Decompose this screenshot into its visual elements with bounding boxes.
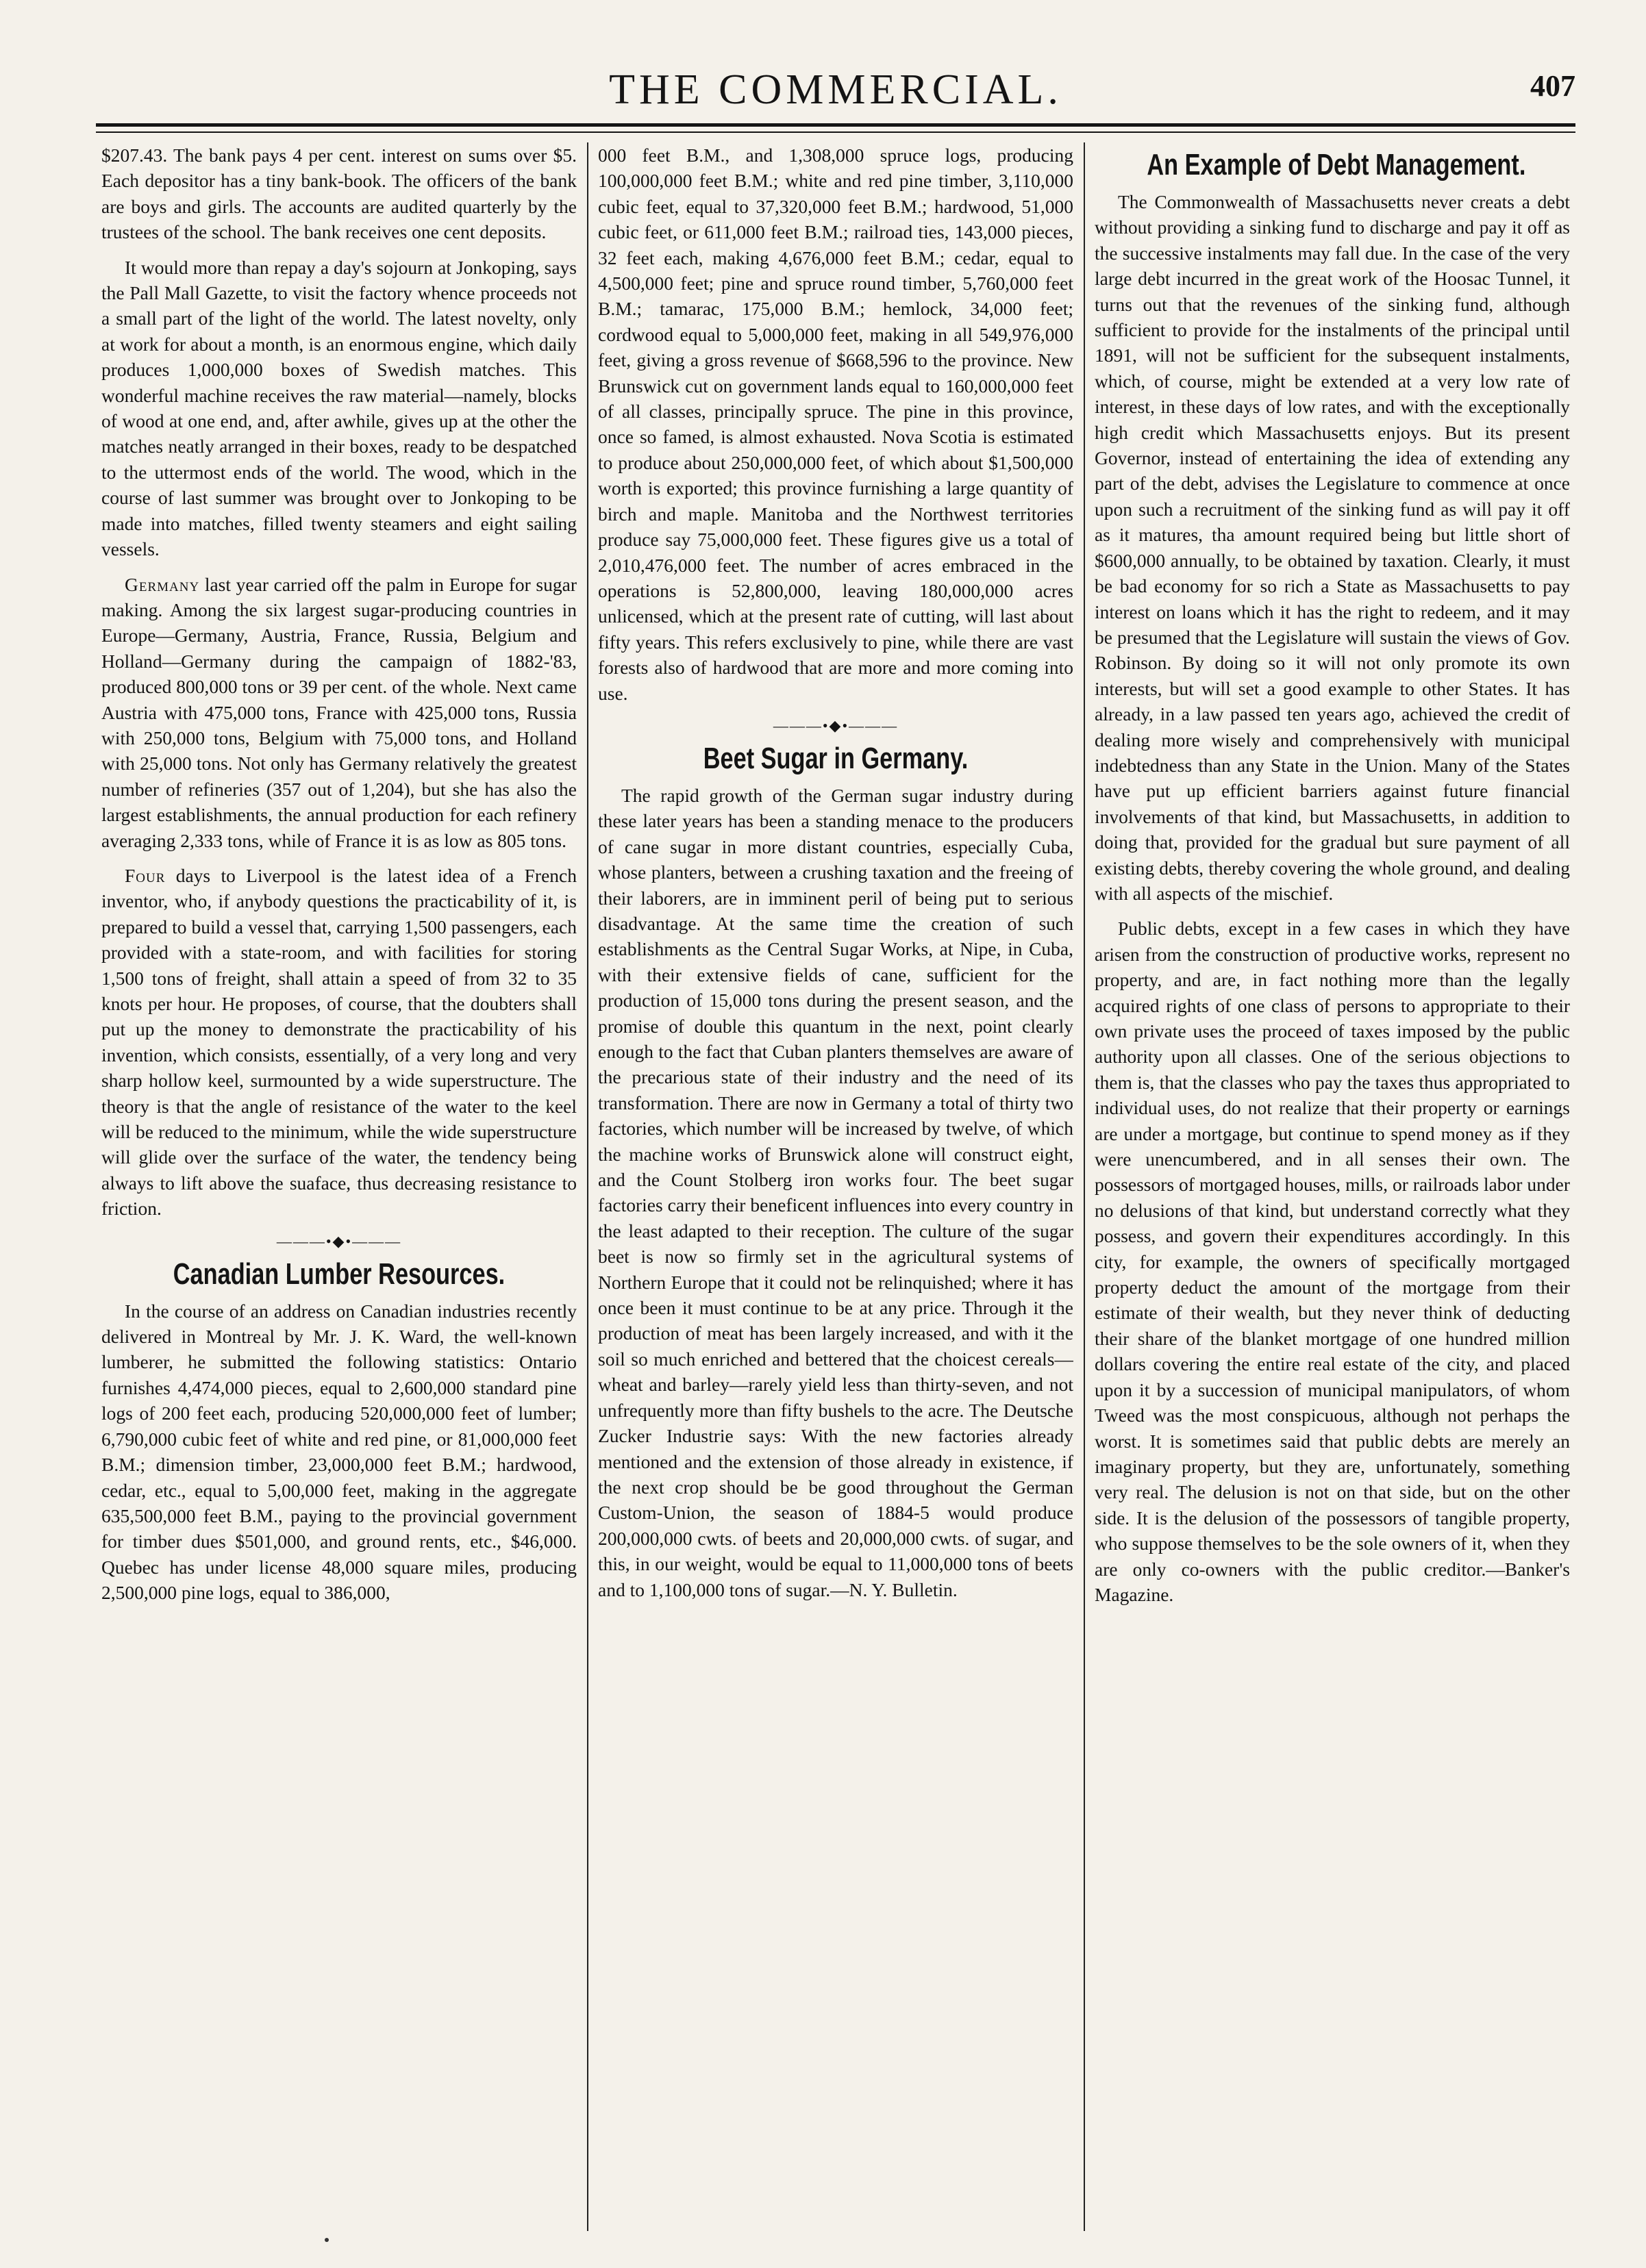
heading-debt-management: An Example of Debt Management. [1147,148,1526,181]
column-3 [1095,142,1570,2231]
heading-beet-sugar: Beet Sugar in Germany. [703,741,969,775]
column-1 [101,142,577,2231]
paragraph-debt-1: The Commonwealth of Massachusetts never creats a debt without providing a sinking fund to discharge and pay it off as the successive instalments may fall due. In the case of the very large debt incurred in the great work of the Hoosac Tunnel, it turns out that the revenues of the sinking fund, although sufficient to provide for the instalments of the principal until 1891, will not be sufficient for the subsequent instalments, which, of course, might be extended at a very low rate of interest, in these days of low rates, and with the exceptionally high credit which Massachusetts enjoys. But its present Governor, instead of entertaining the idea of extending any part of the debt, advises the Legislature to commence at once upon such a recruitment of the sinking fund as will pay it off as it matures, tha amount required being but little short of $600,000 annually, to be obtained by taxation. Clearly, it must be bad economy for so rich a State as Massachusetts to pay interest on loans which it has the right to redeem, and it may be presumed that the Legislature will sustain the views of Gov. Robinson. By doing so it will not only promote its own interests, but will set a good example to other States. It has already, in a law passed ten years ago, achieved the credit of dealing more wisely and comprehensively with municipal indebtedness than any State in the Union. Many of the States have put up efficient barriers against future financial involvements of that kind, but Massachusetts, in addition to doing that, provided for the gradual but sure payment of all existing debts, thereby covering the whole ground, and dealing with all aspects of the mischief. [1095,191,1570,904]
paragraph-matches: It would more than repay a day's sojourn at Jonkoping, says the Pall Mall Gazette, to visit the factory whence proceeds not a small part of the light of the world. The latest novelty, only at work for about a month, is an enormous engine, which daily produces 1,000,000 boxes of Swedish matches. This wonderful machine receives the raw material—namely, blocks of wood at one end, and, after awhile, gives up at the other the matches neatly arranged in their boxes, ready to be despatched to the uttermost ends of the world. The wood, which in the course of last summer was brought over to Jonkoping to be made into matches, filled twenty steamers and eight sailing vessels. [101,256,577,560]
paragraph-liverpool-text: days to Liverpool is the latest idea of a French inventor, who, if anybody questions the practicability of it, is prepared to build a vessel that, carrying 1,500 passengers, each provided with a state-room, and with facilities for storing 1,500 tons of freight, shall attain a speed of from 32 to 35 knots per hour. He proposes, of course, that the doubters shall put up the money to demonstrate the practicability of his invention, which consists, essentially, of a very long and very sharp hollow keel, surmounted by a wide superstructure. The theory is that the angle of resistance of the water to the keel will be reduced to the minimum, while the wide superstructure will glide over the surface of the water, the tendency being always to lift above the suaface, thus decreasing resistance to friction. [101,864,577,1220]
lead-word-four: Four [125,864,166,886]
column-divider-1 [587,142,588,2231]
masthead [96,66,1575,121]
footer-dot [325,2238,329,2242]
paragraph-germany [101,572,577,853]
lead-word-germany: Germany [125,573,200,595]
column-divider-2 [1084,142,1085,2231]
paragraph-bank: $207.43. The bank pays 4 per cent. interest on sums over $5. Each depositor has a tiny bank-book. The officers of the bank are boys and girls. The accounts are audited quarterly by the trustees of the school. The bank receives one cent deposits. [101,144,577,243]
paragraph-germany-text: last year carried off the palm in Europe for sugar making. Among the six largest sugar-producing countries in Europe—Germany, Austria, France, Russia, Belgium and Holland—Germany during the campaign of 1882-'83, produced 800,000 tons or 39 per cent. of the whole. Next came Austria with 475,000 tons, France with 425,000 tons, Russia with 250,000 tons, Belgium with 75,000 tons, and Holland with 25,000 tons. Not only has Germany relatively the greatest number of refineries (357 out of 1,204), but she has also the largest establishments, the annual production for each refinery averaging 2,333 tons, while of France it is as low as 805 tons. [101,573,577,851]
column-2 [598,142,1073,2231]
paragraph-debt-2: Public debts, except in a few cases in which they have arisen from the construction of productive works, represent no property, and are, in fact nothing more than the legally acquired rights of one class of persons to appropriate to their own private uses the proceed of taxes imposed by the public authority upon all classes. One of the serious objections to them is, that the classes who pay the taxes thus appropriated to individual uses, do not realize that their property or earnings are under a mortgage, but continue to spend money as if they were unencumbered, and in all senses their own. The possessors of mortgaged houses, mills, or railroads labor under no delusions of that kind, but understand correctly what they possess, and govern their expenditures accordingly. In this city, for example, the owners of specifically mortgaged property deduct the amount of the mortgage from their estimate of their wealth, but they never think of deducting their share of the blanket mortgage of one hundred million dollars covering the entire real estate of the city, and placed upon it by a succession of municipal manipulators, of whom Tweed was the most conspicuous, although not perhaps the worst. It is sometimes said that public debts are merely an imaginary property, but they are, unfortunately, something very real. The delusion is not on that side, but on the other side. It is the delusion of the possessors of tangible property, who suppose themselves to be the sole owners of it, when they are only co-owners with the public creditor.—Banker's Magazine. [1095,918,1570,1605]
paragraph-beet-sugar: The rapid growth of the German sugar industry during these later years has been a standing menace to the producers of cane sugar in more distant countries, especially Cuba, whose planters, between a crushing taxation and the freeing of their laborers, are in imminent peril of being put to serious disadvantage. At the same time the creation of such establishments as the Central Sugar Works, at Nipe, in Cuba, with their extensive fields of cane, sufficient for the production of 15,000 tons during the present season, and the promise of double this quantum in the next, point clearly enough to the fact that Cuban planters themselves are aware of the precarious state of their industry and the need of its transformation. There are now in Germany a total of thirty two factories, which number will be increased by twelve, of which the machine works of Brunswick alone will construct eight, and the Count Stolberg iron works four. The beet sugar factories carry their beneficent influences into every country in the least adapted to their reception. The culture of the sugar beet is now so firmly set in the agricultural systems of Northern Europe that it could not be relinquished; where it has once been it must continue to be at any price. Through it the production of meat has been largely increased, and with it the soil so much enriched and bettered that the choicest cereals—wheat and barley—rarely yield less than thirty-seven, and not unfrequently more than fifty bushels to the acre. The Deutsche Zucker Industrie says: With the new factories already mentioned and the extension of those already in existence, if the next crop should be be good throughout the German Custom-Union, the season of 1884-5 would produce 200,000,000 cwts. of beets and 20,000,000 cwts. of sugar, and this, in our weight, would be equal to 11,000,000 tons of beets and to 1,100,000 tons of sugar.—N. Y. Bulletin. [598,784,1073,1600]
page-number: 407 [1530,69,1575,103]
masthead-rule-thin [96,131,1575,133]
masthead-rule-thick [96,123,1575,127]
paragraph-liverpool [101,863,577,1222]
paragraph-lumber: In the course of an address on Canadian industries recently delivered in Montreal by Mr. J. K. Ward, the well-known lumberer, he submitted the following statistics: Ontario furnishes 4,474,000 pieces, equal to 2,600,000 standard pine logs of 200 feet each, producing 520,000,000 feet of lumber; 6,790,000 cubic feet of white and red pine, or 81,000,000 feet B.M.; dimension timber, 23,000,000 feet B.M.; hardwood, cedar, etc., equal to 5,00,000 feet, making in the aggregate 635,500,000 feet B.M., paying to the provincial government for timber dues $501,000, and ground rents, etc., $46,000. Quebec has under license 48,000 square miles, producing 2,500,000 pine logs, equal to 386,000, [101,1300,577,1604]
section-separator: ———•◆•——— [276,1232,402,1250]
paragraph-lumber-continued: 000 feet B.M., and 1,308,000 spruce logs, producing 100,000,000 feet B.M.; white and red pine timber, 3,110,000 cubic feet, equal to 37,320,000 feet B.M.; hardwood, 51,000 cubic feet, or 611,000 feet B.M.; railroad ties, 143,000 pieces, 32 feet each, making 4,676,000 feet B.M.; cedar, equal to 4,500,000 feet; pine and spruce round timber, 5,760,000 feet B.M.; tamarac, 175,000 B.M.; hemlock, 34,000 feet; cordwood equal to 5,000,000 feet, making in all 549,976,000 feet, giving a gross revenue of $668,596 to the province. New Brunswick cut on government lands equal to 160,000,000 feet of all classes, principally spruce. The pine in this province, once so famed, is almost exhausted. Nova Scotia is estimated to produce about 250,000,000 feet, of which about $1,500,000 worth is exported; this province furnishing a large quantity of birch and maple. Manitoba and the Northwest territories produce say 75,000,000 feet. These figures give us a total of 2,010,476,000 feet. The number of acres embraced in the operations is 52,800,000, leaving 180,000,000 acres unlicensed, which at the present rate of cutting, will last about fifty years. This refers exclusively to pine, while there are vast forests also of hardwood that are more and more coming into use. [598,144,1073,704]
heading-canadian-lumber: Canadian Lumber Resources. [173,1257,506,1291]
masthead-title: THE COMMERCIAL. [609,66,1062,113]
section-separator: ———•◆•——— [773,716,899,734]
